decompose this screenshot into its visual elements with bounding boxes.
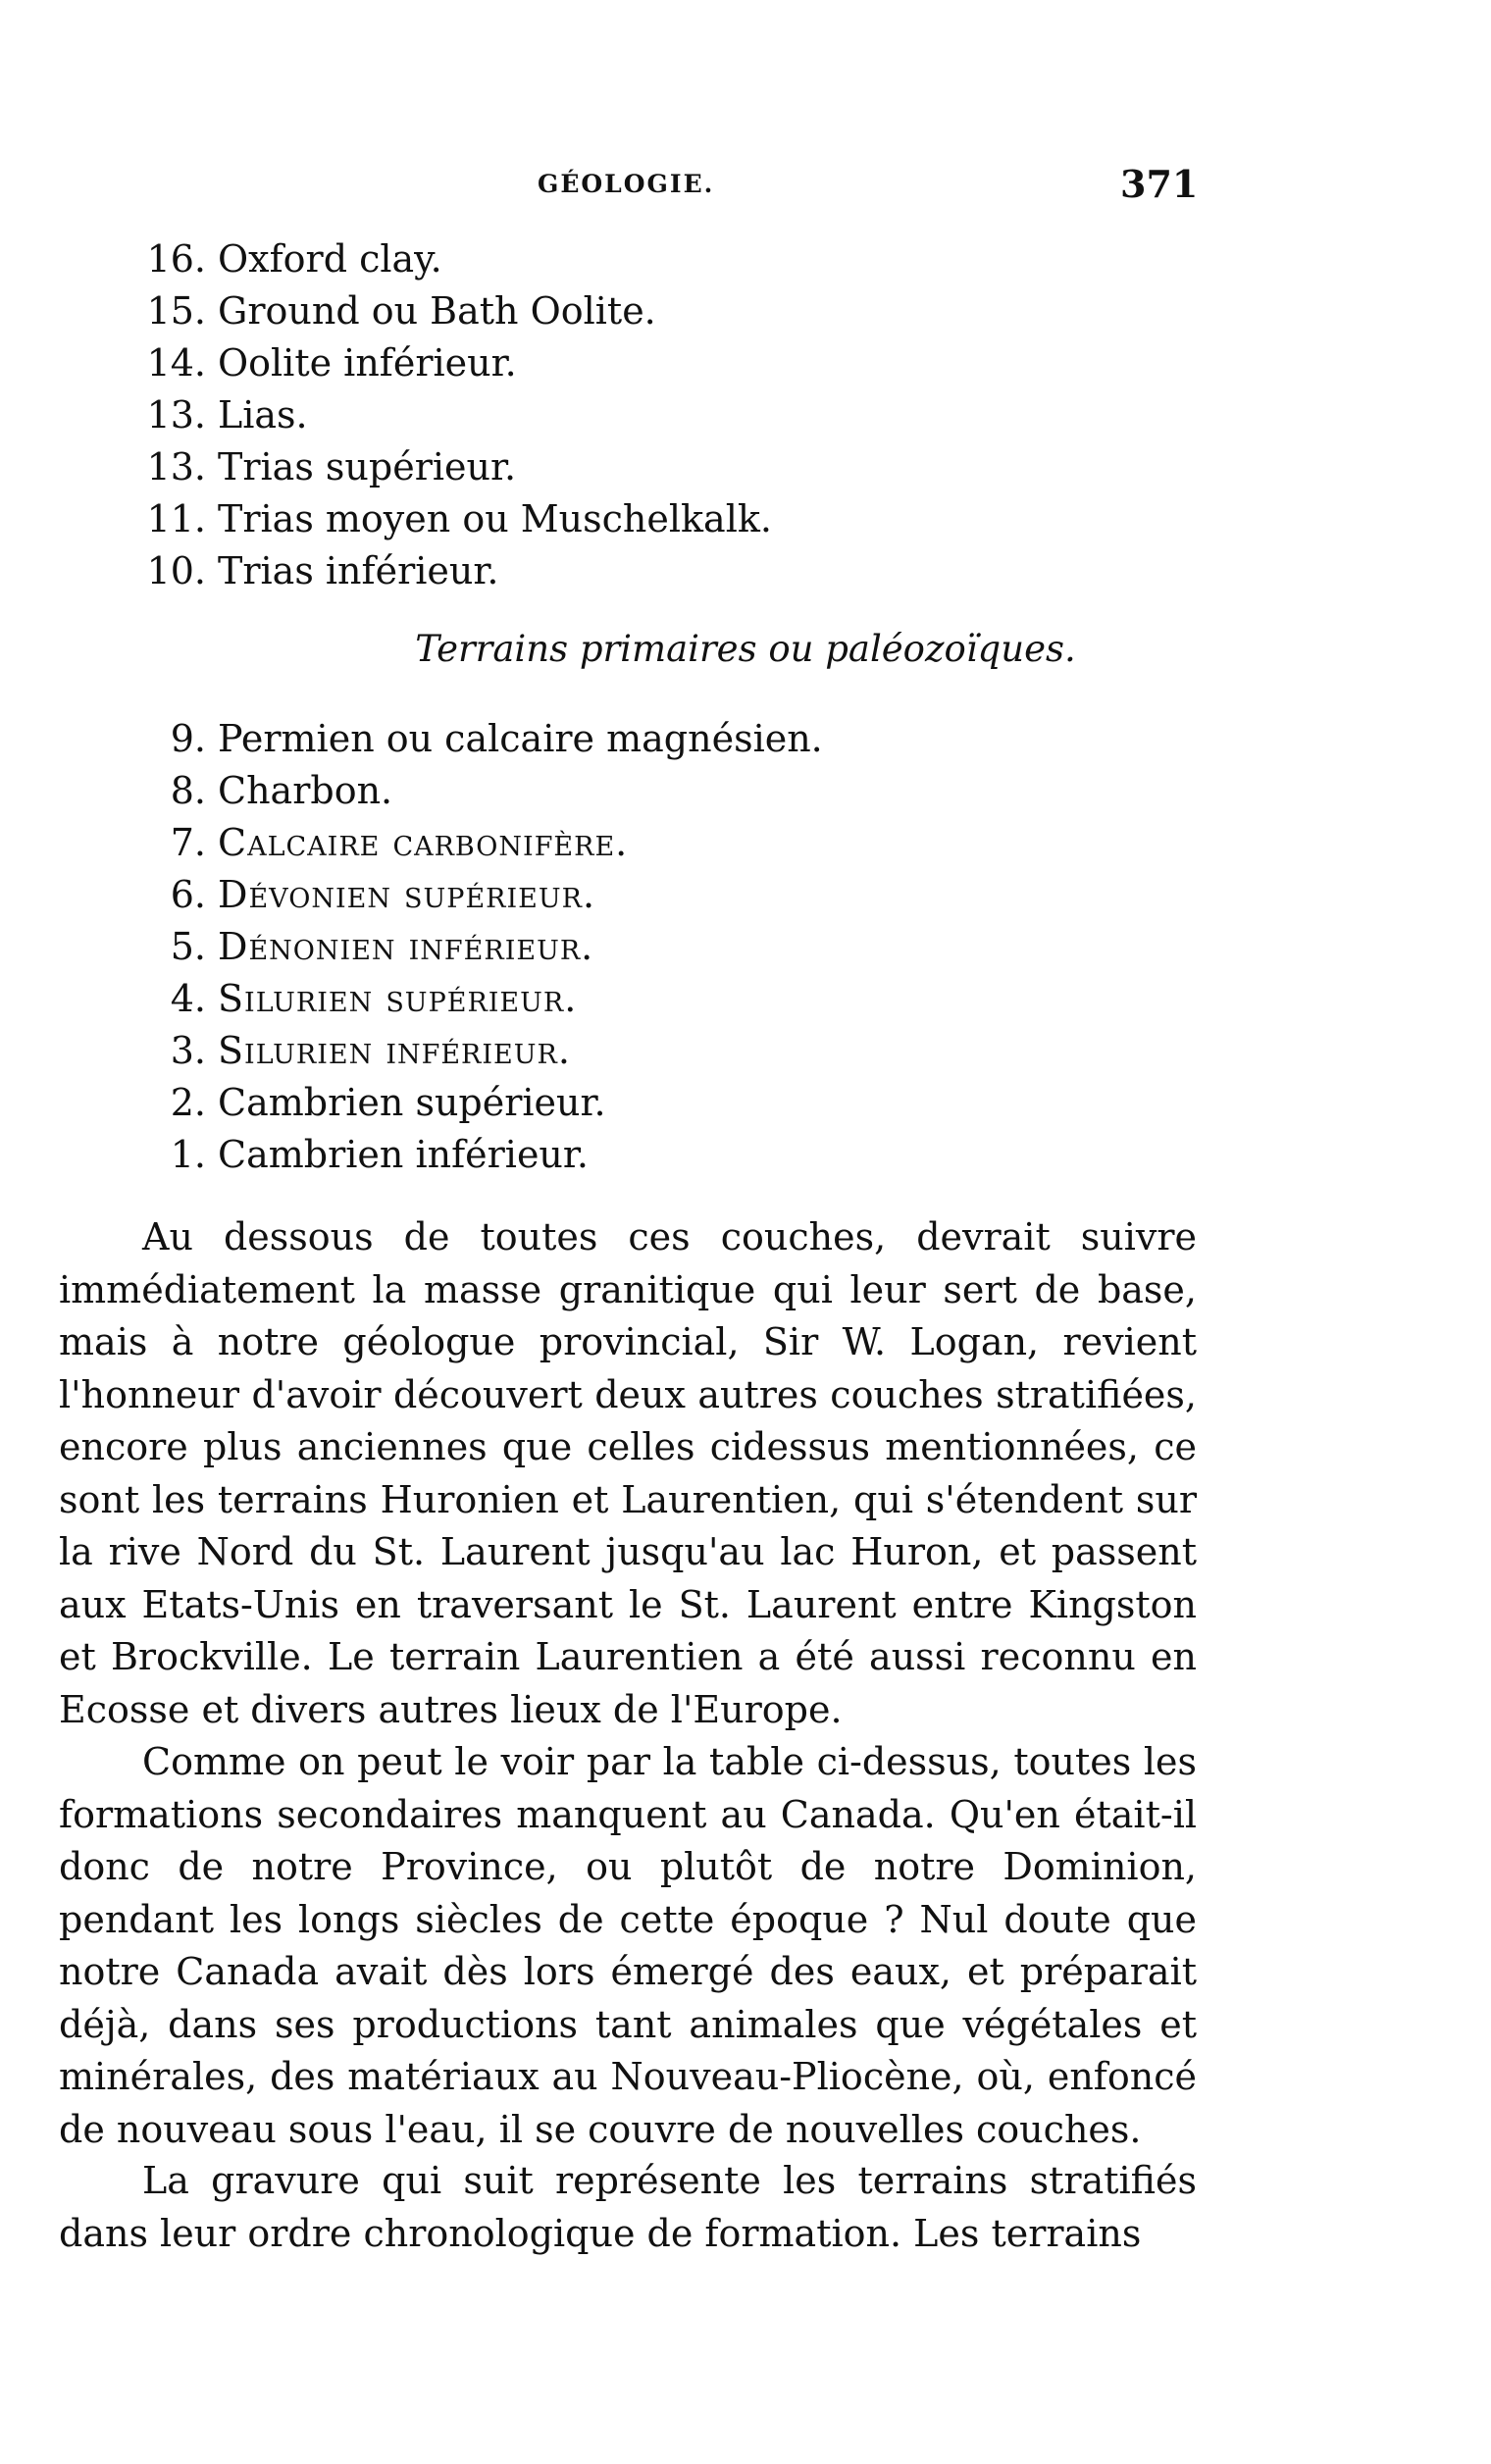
item-number: 3.	[170, 1029, 206, 1072]
list-item	[137, 817, 823, 869]
primary-strata-list	[137, 713, 823, 1181]
list-item	[137, 233, 772, 285]
item-number: 16.	[146, 237, 206, 281]
item-number: 13.	[146, 393, 206, 436]
paragraph: La gravure qui suit représente les terrains stratifiés dans leur ordre chronologique de formation. Les terrains	[59, 2159, 1197, 2255]
item-text: Ground ou Bath Oolite.	[218, 289, 656, 333]
item-number: 14.	[146, 341, 206, 385]
item-text: Oxford clay.	[218, 237, 442, 281]
item-text: Cambrien inférieur.	[218, 1133, 589, 1176]
item-text: Silurien inférieur.	[218, 1029, 571, 1072]
list-item	[137, 1025, 823, 1077]
paragraph: Comme on peut le voir par la table ci-dessus, toutes les formations secondaires manquent au Canada. Qu'en était-il donc de notre Province, ou plutôt de notre Dominion, pendant les longs siècles de cette époque ? Nul doute que notre Canada avait dès lors émergé des eaux, et préparait déjà, dans ses productions tant animales que végétales et minérales, des matériaux au Nouveau-Pliocène, où, enfoncé de nouveau sous l'eau, il se couvre de nouvelles couches.	[59, 1740, 1197, 2151]
item-text: Oolite inférieur.	[218, 341, 517, 385]
list-item	[137, 441, 772, 493]
item-number: 1.	[170, 1133, 206, 1176]
item-text: Trias moyen ou Muschelkalk.	[218, 497, 772, 540]
list-item	[137, 921, 823, 973]
item-number: 11.	[146, 497, 206, 540]
item-number: 5.	[170, 925, 206, 968]
list-item	[137, 1077, 823, 1129]
list-item	[137, 285, 772, 337]
item-text: Charbon.	[218, 769, 393, 812]
list-item	[137, 337, 772, 389]
item-text: Calcaire carbonifère.	[218, 821, 629, 864]
item-number: 6.	[170, 873, 206, 916]
item-number: 7.	[170, 821, 206, 864]
section-heading: Terrains primaires ou paléozoïques.	[415, 628, 1076, 670]
list-item	[137, 493, 772, 545]
item-text: Cambrien supérieur.	[218, 1081, 606, 1124]
page-number: 371	[1120, 162, 1199, 206]
list-item	[137, 545, 772, 597]
item-number: 13.	[146, 445, 206, 488]
item-text: Trias inférieur.	[218, 549, 499, 592]
item-number: 4.	[170, 977, 206, 1020]
list-item	[137, 765, 823, 817]
item-text: Permien ou calcaire magnésien.	[218, 717, 823, 760]
list-item	[137, 1129, 823, 1181]
running-title: GÉOLOGIE.	[538, 170, 715, 198]
page-header	[0, 162, 1491, 211]
item-text: Dénonien inférieur.	[218, 925, 594, 968]
item-number: 10.	[146, 549, 206, 592]
item-text: Trias supérieur.	[218, 445, 517, 488]
list-item	[137, 713, 823, 765]
list-item	[137, 389, 772, 441]
item-number: 15.	[146, 289, 206, 333]
list-item	[137, 973, 823, 1025]
item-text: Lias.	[218, 393, 308, 436]
item-text: Silurien supérieur.	[218, 977, 578, 1020]
item-text: Dévonien supérieur.	[218, 873, 596, 916]
list-item	[137, 869, 823, 921]
item-number: 2.	[170, 1081, 206, 1124]
secondary-strata-list	[137, 233, 772, 597]
item-number: 9.	[170, 717, 206, 760]
item-number: 8.	[170, 769, 206, 812]
paragraph: Au dessous de toutes ces couches, devrait suivre immédiatement la masse granitique qui leur sert de base, mais à notre géologue provincial, Sir W. Logan, revient l'honneur d'avoir découvert deux autres couches stratifiées, encore plus anciennes que celles cidessus mentionnées, ce sont les terrains Huronien et Laurentien, qui s'étendent sur la rive Nord du St. Laurent jusqu'au lac Huron, et passent aux Etats-Unis en traversant le St. Laurent entre Kingston et Brockville. Le terrain Laurentien a été aussi reconnu en Ecosse et divers autres lieux de l'Europe.	[59, 1215, 1197, 1731]
